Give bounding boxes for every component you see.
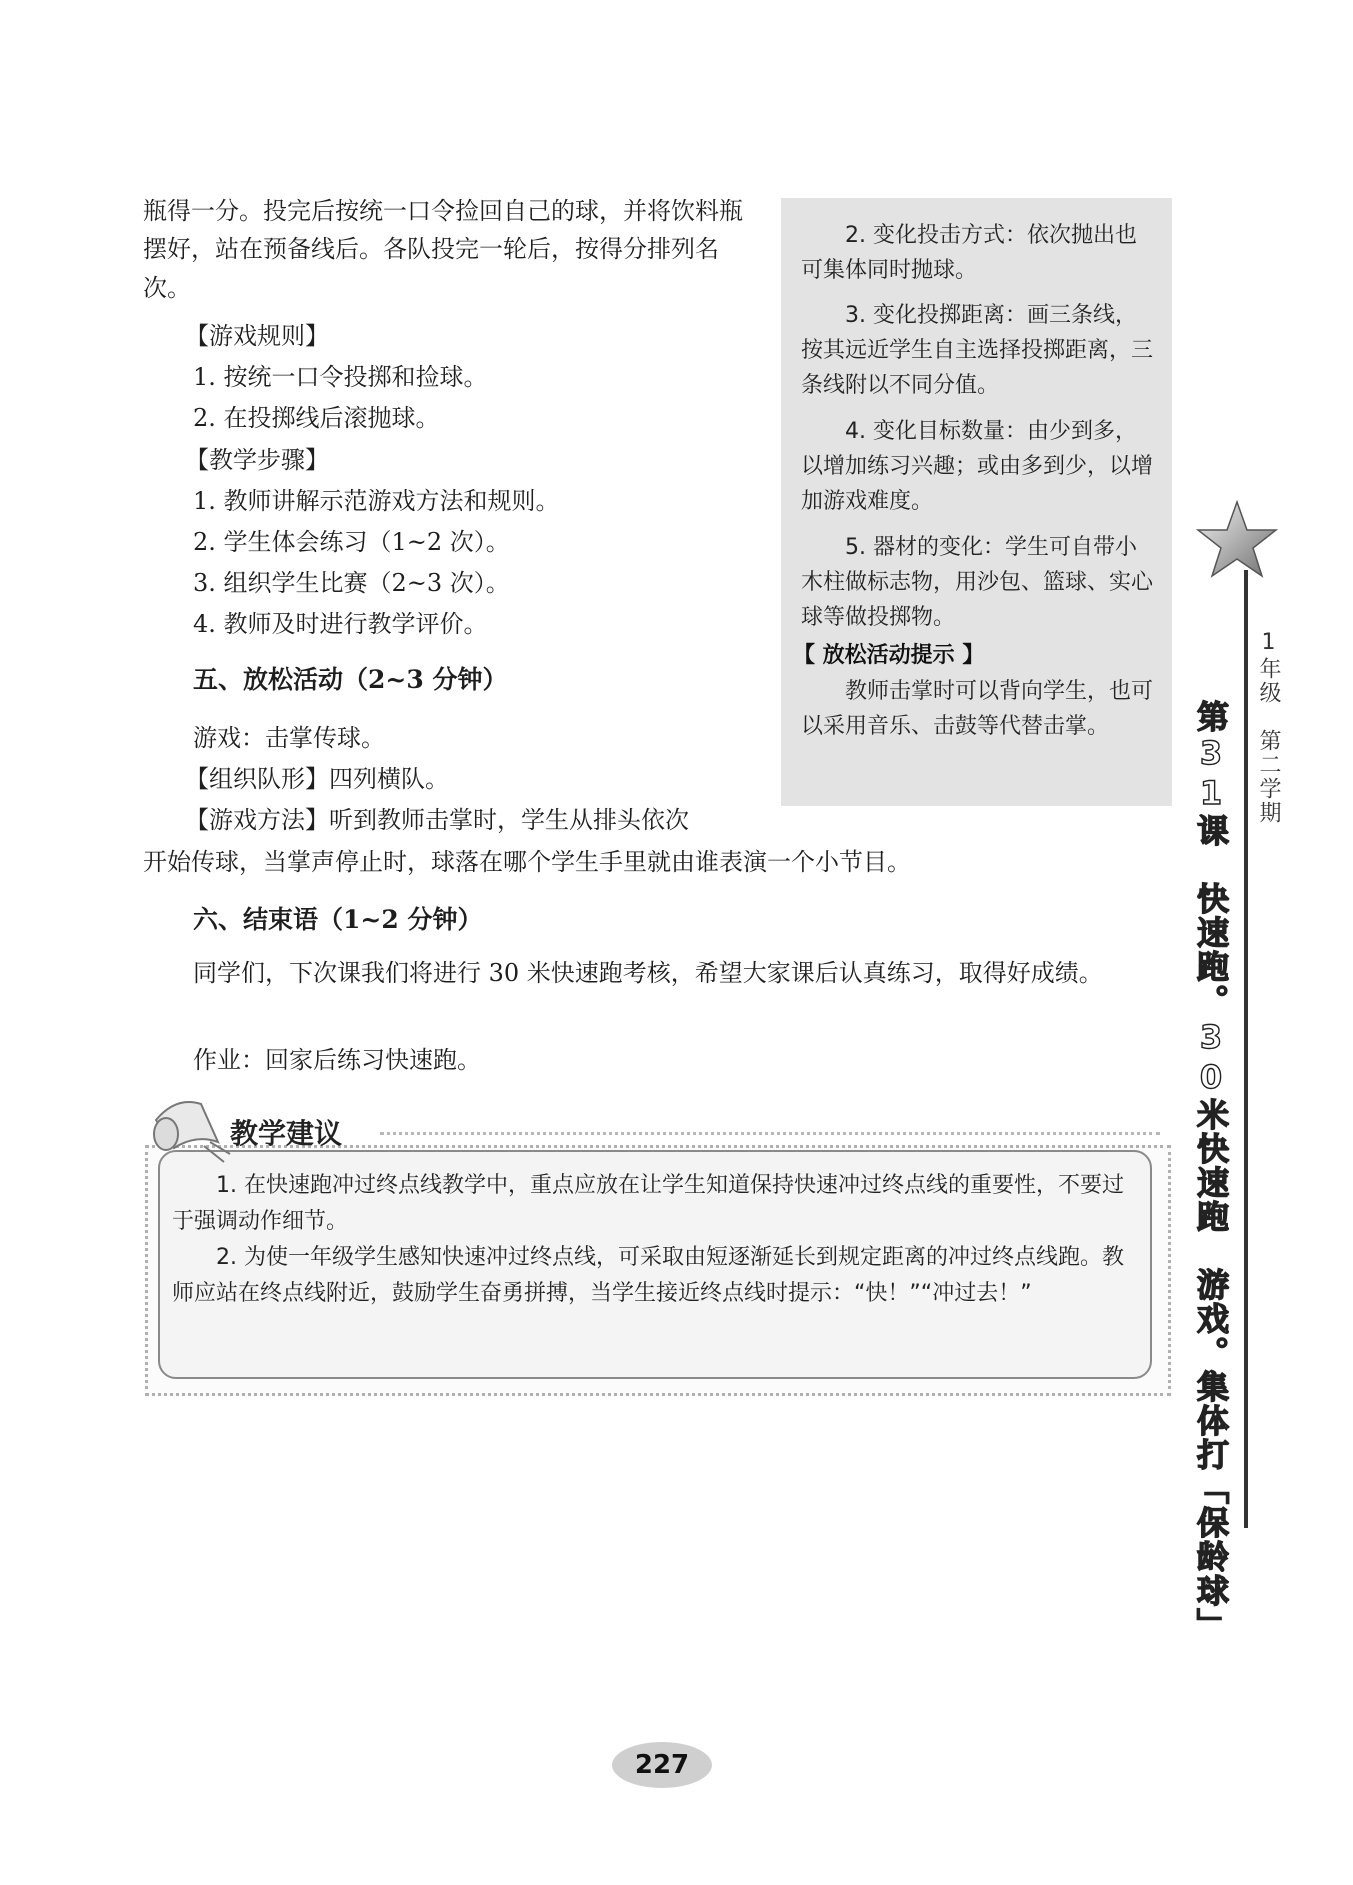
step-item: 1. 教师讲解示范游戏方法和规则。 <box>193 487 560 515</box>
formation-line: 【组织队形】四列横队。 <box>185 765 449 793</box>
sidebar-item: 4. 变化目标数量：由少到多，以增加练习兴趣；或由多到少，以增加游戏难度。 <box>801 419 1154 515</box>
intro-paragraph: 瓶得一分。投完后按统一口令捡回自己的球，并将饮料瓶摆好，站在预备线后。各队投完一轮后，按得分排列名次。 <box>143 197 743 302</box>
homework-line: 作业：回家后练习快速跑。 <box>193 1046 481 1074</box>
method-line-continued: 开始传球，当掌声停止时，球落在哪个学生手里就由谁表演一个小节目。 <box>143 848 911 876</box>
relax-tips-text: 教师击掌时可以背向学生，也可以采用音乐、击鼓等代替击掌。 <box>801 679 1154 740</box>
closing-paragraph: 同学们，下次课我们将进行 30 米快速跑考核，希望大家课后认真练习，取得好成绩。 <box>193 959 1103 987</box>
section5-heading: 五、放松活动（2~3 分钟） <box>193 665 508 694</box>
suggestion-title: 教学建议 <box>230 1117 343 1150</box>
step-item: 3. 组织学生比赛（2~3 次）。 <box>193 569 510 597</box>
step-item: 4. 教师及时进行教学评价。 <box>193 610 488 638</box>
suggestion-item: 1. 在快速跑冲过终点线教学中，重点应放在让学生知道保持快速冲过终点线的重要性，不要过于强调动作细节。 <box>172 1173 1124 1235</box>
page-number: 227 <box>634 1750 690 1780</box>
steps-heading: 【教学步骤】 <box>185 446 329 474</box>
relax-tips-heading: 【 放松活动提示 】 <box>793 643 985 668</box>
sidebar-item: 3. 变化投掷距离：画三条线，按其远近学生自主选择投掷距离，三条线附以不同分值。 <box>801 303 1154 399</box>
rule-item: 2. 在投掷线后滚抛球。 <box>193 404 440 432</box>
grade-term-label: 1年级 第二学期 <box>1256 630 1281 825</box>
suggestion-item: 2. 为使一年级学生感知快速冲过终点线，可采取由短逐渐延长到规定距离的冲过终点线跑。教师应站在终点线附近，鼓励学生奋勇拼搏，当学生接近终点线时提示：“快！”“冲过去！” <box>172 1245 1124 1307</box>
step-item: 2. 学生体会练习（1~2 次）。 <box>193 528 510 556</box>
game-line: 游戏：击掌传球。 <box>193 724 385 752</box>
sidebar-item: 2. 变化投击方式：依次抛出也可集体同时抛球。 <box>801 223 1137 284</box>
method-line: 【游戏方法】听到教师击掌时，学生从排头依次 <box>185 806 689 834</box>
scroll-icon <box>146 1090 236 1170</box>
section6-heading: 六、结束语（1~2 分钟） <box>193 905 483 934</box>
rules-heading: 【游戏规则】 <box>185 322 329 350</box>
rule-item: 1. 按统一口令投掷和捡球。 <box>193 363 488 391</box>
vertical-divider <box>1244 570 1248 1528</box>
sidebar-item: 5. 器材的变化：学生可自带小木柱做标志物，用沙包、篮球、实心球等做投掷物。 <box>801 535 1154 631</box>
lesson-title: 第31课 快速跑。30米快速跑 游戏。集体打「保龄球」 <box>1192 700 1230 1642</box>
title-dotted-rule <box>380 1132 1160 1135</box>
tips-sidebar <box>781 198 1172 806</box>
star-icon <box>1196 500 1278 578</box>
